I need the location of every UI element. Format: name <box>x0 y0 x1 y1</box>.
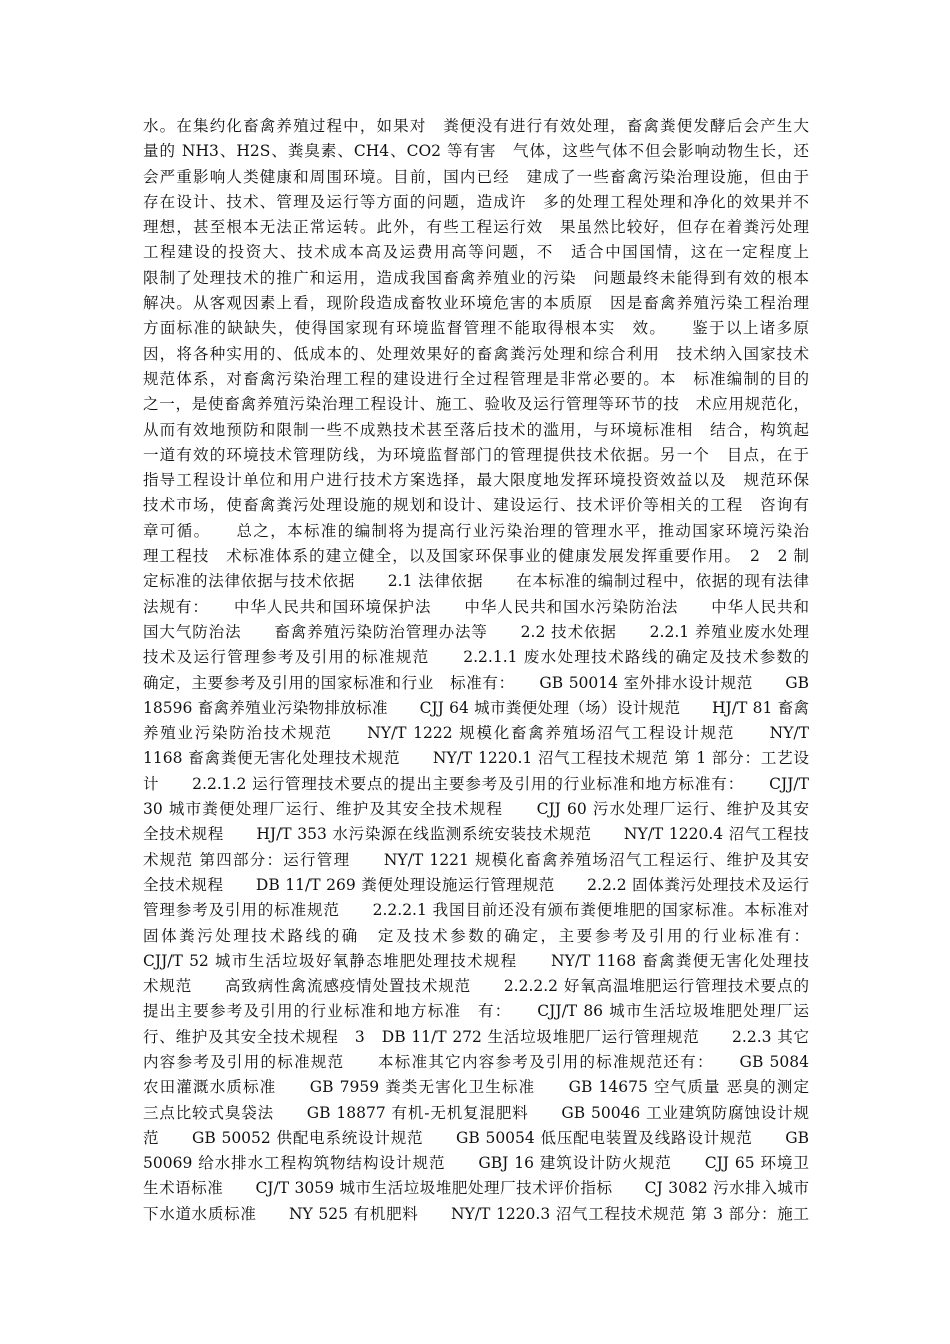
text-line: 因，将各种实用的、低成本的、处理效果好的畜禽粪污处理和综合利用 技术纳入国家技术 <box>143 344 809 363</box>
text-line: 确定，主要参考及引用的国家标准和行业 标准有： GB 50014 室外排水设计规范 GB <box>143 673 809 692</box>
text-line: 术规范 第四部分：运行管理 NY/T 1221 规模化畜禽养殖场沼气工程运行、维护及其安 <box>143 850 809 869</box>
text-line: 计 2.2.1.2 运行管理技术要点的提出主要参考及引用的行业标准和地方标准有： CJJ/T <box>143 774 809 793</box>
text-line: 工程建设的投资大、技术成本高及运费用高等问题，不 适合中国国情，这在一定程度上 <box>143 243 809 262</box>
text-line: 会严重影响人类健康和周围环境。目前，国内已经 建成了一些畜禽污染治理设施，但由于 <box>143 167 809 186</box>
text-line: 18596 畜禽养殖业污染物排放标准 CJJ 64 城市粪便处理（场）设计规范 HJ/T 81 畜禽 <box>143 698 809 717</box>
text-line: 之一，是使畜禽养殖污染治理工程设计、施工、验收及运行管理等环节的技 术应用规范化， <box>143 395 809 414</box>
text-line: 提出主要参考及引用的行业标准和地方标准 有： CJJ/T 86 城市生活垃圾堆肥处理厂运 <box>143 1002 809 1021</box>
text-line: 国大气防治法 畜禽养殖污染防治管理办法等 2.2 技术依据 2.2.1 养殖业废水处理 <box>143 622 809 641</box>
text-line: 理想，甚至根本无法正常运转。此外，有些工程运行效 果虽然比较好，但存在着粪污处理 <box>143 218 809 237</box>
text-line: 1168 畜禽粪便无害化处理技术规范 NY/T 1220.1 沼气工程技术规范 第 1 部分：工艺设 <box>143 749 809 768</box>
text-line: 全技术规程 DB 11/T 269 粪便处理设施运行管理规范 2.2.2 固体粪污处理技术及运行 <box>143 875 809 894</box>
text-line: 管理参考及引用的标准规范 2.2.2.1 我国目前还没有颁布粪便堆肥的国家标准。本标准对 <box>143 901 809 920</box>
text-line: 限制了处理技术的推广和运用，造成我国畜禽养殖业的污染 问题最终未能得到有效的根本 <box>143 268 809 287</box>
text-line: 术规范 高致病性禽流感疫情处置技术规范 2.2.2.2 好氧高温堆肥运行管理技术要点的 <box>143 977 809 996</box>
text-line: 理工程技 术标准体系的建立健全，以及国家环保事业的健康发展发挥重要作用。 2 2 制 <box>143 547 809 566</box>
text-line: 章可循。 总之，本标准的编制将为提高行业污染治理的管理水平，推动国家环境污染治 <box>143 521 809 540</box>
text-line: CJJ/T 52 城市生活垃圾好氧静态堆肥处理技术规程 NY/T 1168 畜禽粪便无害化处理技 <box>143 951 809 970</box>
text-line: 内容参考及引用的标准规范 本标准其它内容参考及引用的标准规范还有： GB 5084 <box>143 1052 809 1071</box>
body-text <box>143 114 809 1227</box>
text-line: 规范体系，对畜禽污染治理工程的建设进行全过程管理是非常必要的。本 标准编制的目的 <box>143 369 809 388</box>
text-line: 养殖业污染防治技术规范 NY/T 1222 规模化畜禽养殖场沼气工程设计规范 NY/T <box>143 724 809 743</box>
text-line: 30 城市粪便处理厂运行、维护及其安全技术规程 CJJ 60 污水处理厂运行、维护及其安 <box>143 800 809 819</box>
text-line: 量的 NH3、H2S、粪臭素、CH4、CO2 等有害 气体，这些气体不但会影响动物生长，还 <box>143 142 809 161</box>
text-line: 存在设计、技术、管理及运行等方面的问题，造成许 多的处理工程处理和净化的效果并不 <box>143 192 809 211</box>
text-line: 技术市场，使畜禽粪污处理设施的规划和设计、建设运行、技术评价等相关的工程 咨询有 <box>143 496 809 515</box>
text-line: 行、维护及其安全技术规程 3 DB 11/T 272 生活垃圾堆肥厂运行管理规范 2.2.3 其它 <box>143 1027 809 1046</box>
text-line: 水。在集约化畜禽养殖过程中，如果对 粪便没有进行有效处理，畜禽粪便发酵后会产生大 <box>143 117 809 135</box>
text-line: 方面标准的缺缺失，使得国家现有环境监督管理不能取得根本实 效。 鉴于以上诸多原 <box>143 319 809 338</box>
text-line: 一道有效的环境技术管理防线，为环境监督部门的管理提供技术依据。另一个 目点，在于 <box>143 445 809 464</box>
text-line: 指导工程设计单位和用户进行技术方案选择，最大限度地发挥环境投资效益以及 规范环保 <box>143 471 809 490</box>
text-line: 三点比较式臭袋法 GB 18877 有机-无机复混肥料 GB 50046 工业建筑防腐蚀设计规 <box>143 1103 809 1122</box>
text-line: 定标准的法律依据与技术依据 2.1 法律依据 在本标准的编制过程中，依据的现有法律 <box>143 572 809 591</box>
text-line: 全技术规程 HJ/T 353 水污染源在线监测系统安装技术规范 NY/T 1220.4 沼气工程技 <box>143 825 809 844</box>
text-line: 50069 给水排水工程构筑物结构设计规范 GBJ 16 建筑设计防火规范 CJJ 65 环境卫 <box>143 1154 809 1173</box>
text-line: 生术语标准 CJ/T 3059 城市生活垃圾堆肥处理厂技术评价指标 CJ 3082 污水排入城市 <box>143 1179 809 1198</box>
text-line: 技术及运行管理参考及引用的标准规范 2.2.1.1 废水处理技术路线的确定及技术参数的 <box>143 648 809 667</box>
text-line: 从而有效地预防和限制一些不成熟技术甚至落后技术的滥用，与环境标准相 结合，构筑起 <box>143 420 809 439</box>
text-line: 法规有： 中华人民共和国环境保护法 中华人民共和国水污染防治法 中华人民共和 <box>143 597 809 616</box>
text-line: 下水道水质标准 NY 525 有机肥料 NY/T 1220.3 沼气工程技术规范 第 3 部分：施工 <box>143 1204 809 1223</box>
text-line: 固体粪污处理技术路线的确 定及技术参数的确定，主要参考及引用的行业标准有： <box>143 926 809 945</box>
text-line: 农田灌溉水质标准 GB 7959 粪类无害化卫生标准 GB 14675 空气质量 恶臭的测定 <box>143 1078 809 1097</box>
text-line: 解决。从客观因素上看，现阶段造成畜牧业环境危害的本质原 因是畜禽养殖污染工程治理 <box>143 294 809 313</box>
text-line: 范 GB 50052 供配电系统设计规范 GB 50054 低压配电装置及线路设计规范 GB <box>143 1128 809 1147</box>
